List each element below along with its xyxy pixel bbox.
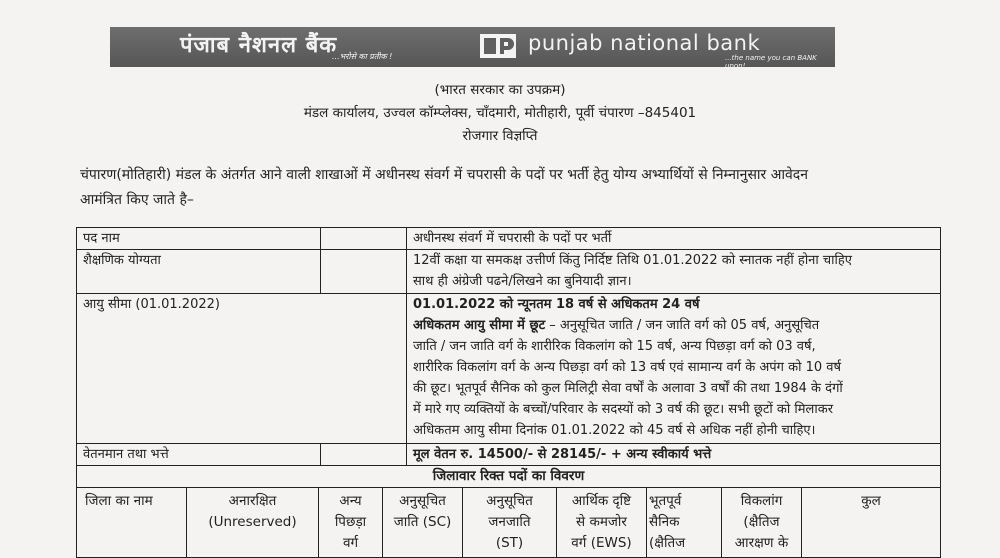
col-district: जिला का नाम (77, 488, 187, 558)
age-line-6: में मारे गए व्यक्तियों के बच्चों/परिवार के सदस्यों को 3 वर्ष की छूट। सभी छूटों को मिलाकर (413, 402, 834, 417)
details-table (76, 227, 941, 466)
post-label: पद नाम (77, 228, 321, 250)
pay-value: मूल वेतन रु. 14500/- से 28145/- + अन्य स्वीकार्य भत्ते (407, 444, 941, 466)
bank-name-hindi: पंजाब नैशनल बैंक (180, 33, 338, 58)
col-total: कुल (802, 488, 941, 558)
district-vacancy-table (76, 465, 941, 558)
col-ex-serviceman: भूतपूर्व सैनिक (क्षैतिज (647, 488, 722, 558)
col-pwd: विकलांग (क्षैतिज आरक्षण के (722, 488, 802, 558)
age-line-4: शारीरिक विकलांग वर्ग के अन्य पिछड़ा वर्ग को 13 वर्ष एवं सामान्य वर्ग के अपंग को 10 वर्ष (413, 360, 841, 375)
intro-line-1: चंपारण(मोतिहारी) मंडल के अंतर्गत आने वाली शाखाओं में अधीनस्थ संवर्ग में चपरासी के पदों पर भर्ती हेतु योग्य अभ्यार्थियों से निम्नानुसार आवेदन (80, 167, 809, 183)
col-obc: अन्य पिछड़ा वर्ग (319, 488, 383, 558)
edu-line-2: साथ ही अंग्रेजी पढने/लिखने का बुनियादी ज्ञान। (413, 274, 632, 289)
edu-value (407, 250, 941, 294)
age-label: आयु सीमा (01.01.2022) (77, 294, 407, 444)
row-pay (77, 444, 941, 466)
edu-line-1: 12वीं कक्षा या समकक्ष उत्तीर्ण किंतु निर्दिष्ट तिथि 01.01.2022 को स्नातक नहीं होना चाहिए (413, 253, 852, 268)
edu-label: शैक्षणिक योग्यता (77, 250, 321, 294)
bank-tagline-english: ...the name you can BANK upon! (725, 54, 817, 70)
bank-name-english: punjab national bank (528, 31, 761, 55)
notice-title: रोजगार विज्ञप्ति (462, 128, 538, 144)
bank-banner (110, 27, 835, 70)
col-unreserved: अनारक्षित (Unreserved) (187, 488, 319, 558)
col-ews: आर्थिक दृष्टि से कमजोर वर्ग (EWS) (557, 488, 647, 558)
age-line-3: जाति / जन जाति वर्ग के शारीरिक विकलांग को 15 वर्ष, अन्य पिछड़ा वर्ग को 03 वर्ष, (413, 339, 816, 354)
age-line-5: की छूट। भूतपूर्व सैनिक को कुल मिलिट्री सेवा वर्षों के अलावा 3 वर्षों की तथा 1984 के दंगों (413, 381, 843, 396)
row-education (77, 250, 941, 294)
district-table-title: जिलावार रिक्त पदों का विवरण (77, 466, 941, 488)
bank-logo-icon (478, 31, 518, 61)
age-relax-label: अधिकतम आयु सीमा में छूट (413, 318, 546, 333)
intro-text (80, 163, 940, 213)
row-post (77, 228, 941, 250)
pay-label: वेतनमान तथा भत्ते (77, 444, 321, 466)
col-sc: अनुसूचित जाति (SC) (383, 488, 463, 558)
post-value: अधीनस्थ संवर्ग में चपरासी के पदों पर भर्ती (407, 228, 941, 250)
age-line-2 (413, 315, 934, 336)
row-age (77, 294, 941, 444)
age-line-1: 01.01.2022 को न्यूनतम 18 वर्ष से अधिकतम 24 वर्ष (413, 297, 700, 312)
bank-tagline-hindi: ...भरोसे का प्रतीक ! (332, 52, 393, 61)
intro-line-2: आमंत्रित किए जाते है– (80, 192, 194, 208)
age-line-7: अधिकतम आयु सीमा दिनांक 01.01.2022 को 45 वर्ष से अधिक नहीं होनी चाहिए। (413, 423, 816, 438)
col-st: अनुसूचित जनजाति (ST) (463, 488, 557, 558)
age-relax-text: – अनुसूचित जाति / जन जाति वर्ग को 05 वर्ष, अनुसूचित (545, 318, 820, 333)
age-value (407, 294, 941, 444)
office-address: मंडल कार्यालय, उज्वल कॉम्प्लेक्स, चाँदमारी, मोतीहारी, पूर्वी चंपारण –845401 (303, 105, 697, 121)
govt-undertaking: (भारत सरकार का उपक्रम) (434, 82, 566, 98)
